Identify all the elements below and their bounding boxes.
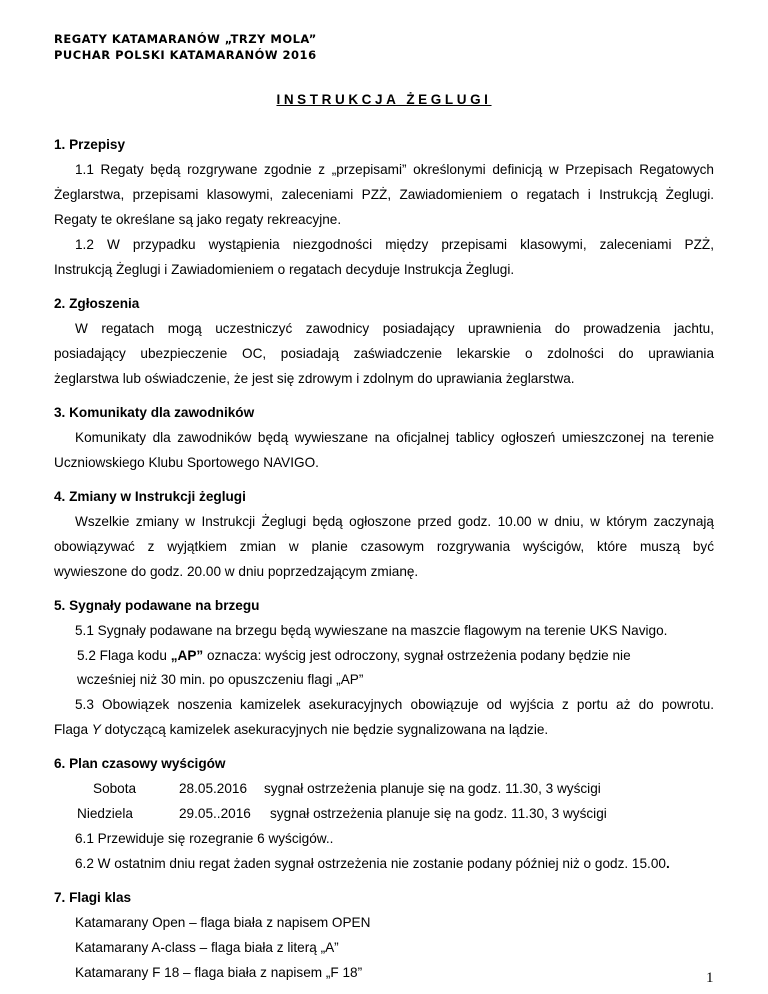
schedule-day: Niedziela [77,806,133,821]
section-5-p3-post: dotyczącą kamizelek asekuracyjnych nie będzie sygnalizowana na lądzie. [100,722,549,737]
section-7-heading: 7. Flagi klas [54,890,132,905]
flag-ap-code: „AP” [170,648,204,663]
section-1-heading: 1. Przepisy [54,137,126,152]
section-5-p2-post: oznacza: wyścig jest odroczony, sygnał ostrzeżenia podany będzie nie [203,648,631,663]
flag-y-code: Y [91,722,101,737]
section-6-p2 [75,856,670,871]
section-5-p2-line1 [77,648,631,663]
section-6-p1: 6.1 Przewiduje się rozegranie 6 wyścigów.. [75,831,334,846]
section-5-p3-line2 [54,722,548,737]
section-4-line2: obowiązywać z wyjątkiem zmian w planie czasowym rozgrywania wyścigów, które muszą być [54,539,714,554]
schedule-date: 29.05..2016 [179,806,251,821]
section-5-p1: 5.1 Sygnały podawane na brzegu będą wywieszane na maszcie flagowym na terenie UKS Navigo. [75,623,668,638]
section-5-heading: 5. Sygnały podawane na brzegu [54,598,260,613]
schedule-text: sygnał ostrzeżenia planuje się na godz. 11.30, 3 wyścigi [270,806,607,821]
section-1-p1-line1: 1.1 Regaty będą rozgrywane zgodnie z „przepisami” określonymi definicją w Przepisach Regatowych [75,162,714,177]
section-4-line3: wywieszone do godz. 20.00 w dniu poprzedzającym zmianę. [54,564,419,579]
section-1-p1-line3: Regaty te określane są jako regaty rekreacyjne. [54,212,342,227]
list-item: Katamarany F 18 – flaga biała z napisem „F 18” [75,965,363,980]
section-5-p2-line2: wcześniej niż 30 min. po opuszczeniu flagi „AP” [77,672,364,687]
section-1-p2-line2: Instrukcją Żeglugi i Zawiadomieniem o regatach decyduje Instrukcja Żeglugi. [54,262,515,277]
section-5-p2-pre: 5.2 Flaga kodu [77,648,171,663]
section-4-heading: 4. Zmiany w Instrukcji żeglugi [54,489,246,504]
schedule-day: Sobota [93,781,137,796]
section-6-p2-end: . [665,856,670,871]
header-line-2: PUCHAR POLSKI KATAMARANÓW 2016 [54,48,317,62]
section-1-p1-line2: Żeglarstwa, przepisami klasowymi, zaleceniami PZŻ, Zawiadomieniem o regatach i Instrukcją Żeglugi. [54,187,714,202]
page-number: 1 [706,970,714,986]
section-2-line2: posiadający ubezpieczenie OC, posiadają zaświadczenie lekarskie o zdolności do uprawiania [54,346,714,361]
list-item: Katamarany A-class – flaga biała z literą „A” [75,940,339,955]
schedule-date: 28.05.2016 [179,781,248,796]
schedule-text: sygnał ostrzeżenia planuje się na godz. 11.30, 3 wyścigi [264,781,601,796]
section-6-heading: 6. Plan czasowy wyścigów [54,756,226,771]
section-3-line2: Uczniowskiego Klubu Sportowego NAVIGO. [54,455,319,470]
section-1-p2-line1: 1.2 W przypadku wystąpienia niezgodności między przepisami klasowymi, zaleceniami PZŻ, [75,237,714,252]
section-3-heading: 3. Komunikaty dla zawodników [54,405,255,420]
section-5-p3-pre: Flaga [54,722,92,737]
section-5-p3-line1: 5.3 Obowiązek noszenia kamizelek asekuracyjnych obowiązuje od wyjścia z portu aż do powrotu. [75,697,714,712]
section-2-line3: żeglarstwa lub oświadczenie, że jest się zdrowym i zdolnym do uprawiania żeglarstwa. [54,371,575,386]
list-item: Katamarany Open – flaga biała z napisem OPEN [75,915,371,930]
document-title: INSTRUKCJA ŻEGLUGI [276,92,492,107]
section-4-line1: Wszelkie zmiany w Instrukcji Żeglugi będą ogłoszone przed godz. 10.00 w dniu, w którym zaczynają [75,514,714,529]
section-6-p2-text: 6.2 W ostatnim dniu regat żaden sygnał ostrzeżenia nie zostanie podany później niż o godz. 15.00 [75,856,666,871]
section-3-line1: Komunikaty dla zawodników będą wywieszane na oficjalnej tablicy ogłoszeń umieszczonej na terenie [75,430,714,445]
section-2-heading: 2. Zgłoszenia [54,296,140,311]
section-2-line1: W regatach mogą uczestniczyć zawodnicy posiadający uprawnienia do prowadzenia jachtu, [75,321,714,336]
header-line-1: REGATY KATAMARANÓW „TRZY MOLA” [54,32,317,46]
